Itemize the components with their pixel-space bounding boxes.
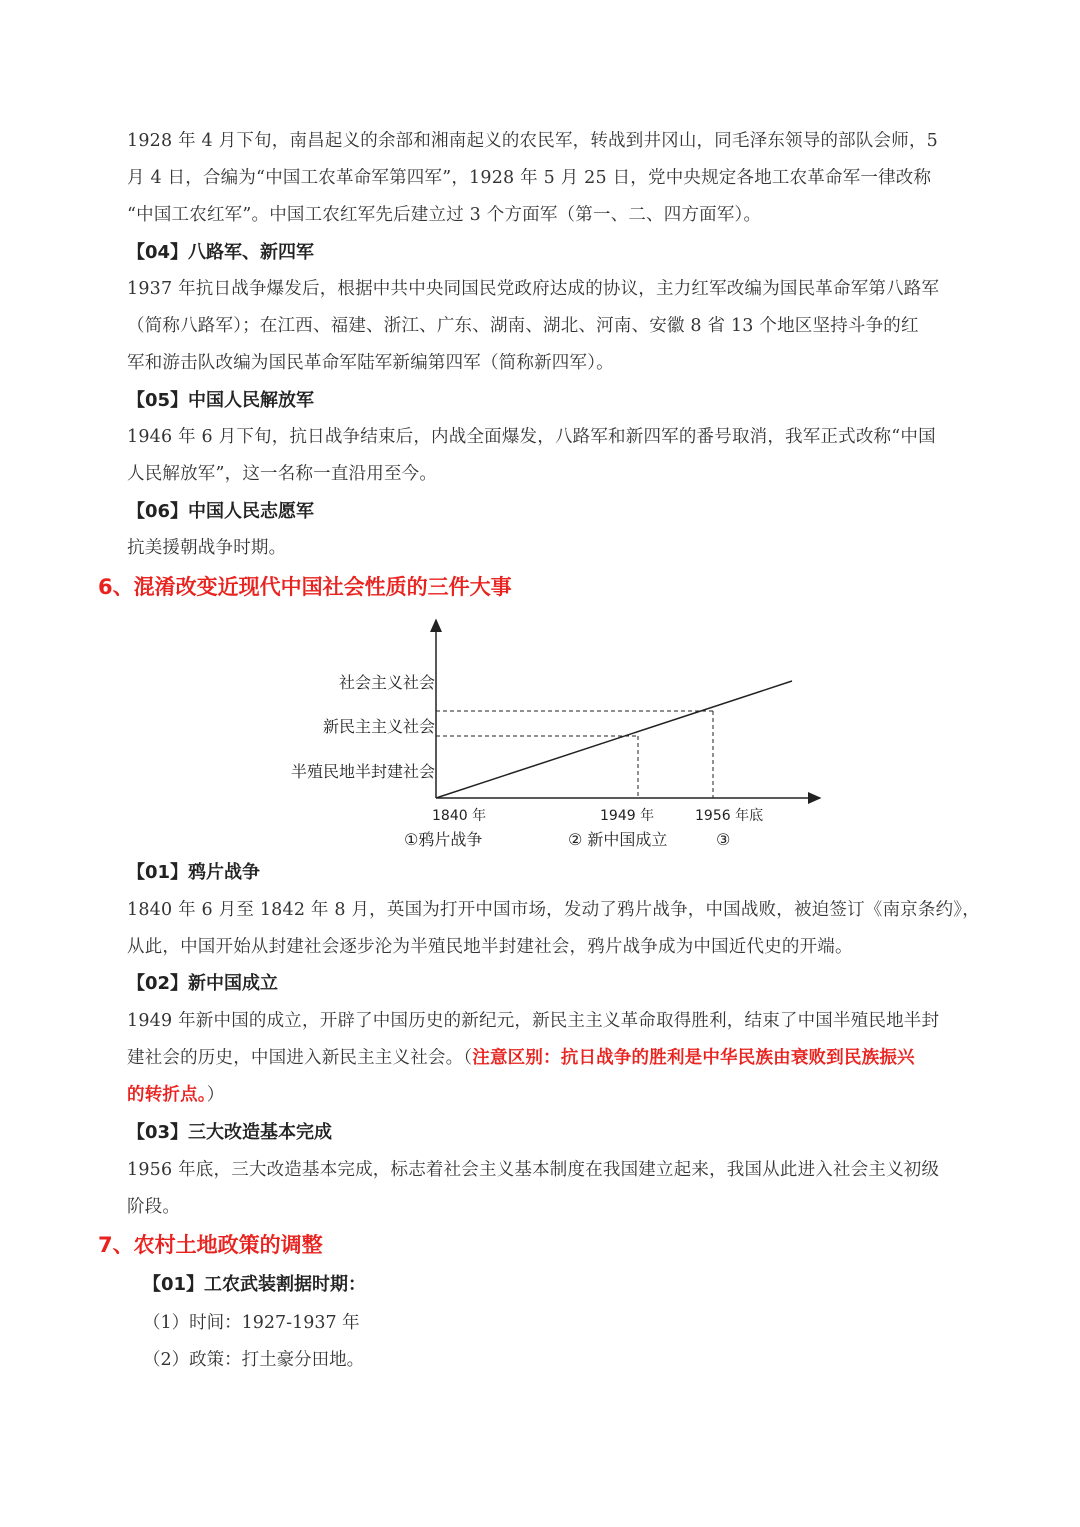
text-line: 1937 年抗日战争爆发后，根据中共中央同国民党政府达成的协议，主力红军改编为国民革命军第八路军 [127, 279, 940, 299]
paragraph-s6-02 [127, 1003, 985, 1114]
trend-line [436, 681, 792, 798]
x-label-1956: 1956 年底 [695, 808, 764, 824]
event-label-third: ③ [716, 830, 731, 849]
text-line: 1840 年 6 月至 1842 年 8 月，英国为打开中国市场，发动了鸦片战争，中国战败，被迫签订《南京条约》， [127, 900, 980, 920]
text-line [127, 1040, 985, 1077]
subheading-s6-03: 【03】三大改造基本完成 [127, 1122, 333, 1143]
paragraph-04 [127, 271, 985, 382]
text-line: 1928 年 4 月下旬，南昌起义的余部和湘南起义的农民军，转战到井冈山，同毛泽东领导的部队会师，5 [127, 131, 938, 151]
event-label-new-china: ② 新中国成立 [568, 830, 668, 849]
event-label-opium-war: ①鸦片战争 [404, 830, 483, 849]
text-line: 1956 年底，三大改造基本完成，标志着社会主义基本制度在我国建立起来，我国从此进入社会主义初级 [127, 1160, 940, 1180]
subheading-s7-01: 【01】工农武装割据时期： [143, 1274, 367, 1295]
paragraph-06 [127, 530, 985, 567]
text-line: 月 4 日，合编为“中国工农革命军第四军”，1928 年 5 月 25 日，党中央规定各地工农革命军一律改称 [127, 168, 932, 188]
paragraph-05 [127, 419, 985, 493]
text-line: “中国工农红军”。中国工农红军先后建立过 3 个方面军（第一、二、四方面军）。 [127, 205, 762, 225]
text-line: 1946 年 6 月下旬，抗日战争结束后，内战全面爆发，八路军和新四军的番号取消，我军正式改称“中国 [127, 427, 936, 447]
text-line: 阶段。 [127, 1197, 181, 1217]
section-6-heading: 6、混淆改变近现代中国社会性质的三件大事 [98, 575, 512, 599]
paragraph-s6-03 [127, 1152, 985, 1226]
x-label-1840: 1840 年 [432, 808, 487, 824]
y-label-new-democratic: 新民主主义社会 [322, 717, 435, 736]
note-text: 注意区别：抗日战争的胜利是中华民族由衰败到民族振兴 [472, 1048, 915, 1068]
subheading-s6-01: 【01】鸦片战争 [127, 862, 261, 883]
subheading-06: 【06】中国人民志愿军 [127, 501, 315, 522]
y-label-socialist: 社会主义社会 [338, 673, 435, 692]
text-line [127, 1077, 985, 1114]
x-label-1949: 1949 年 [600, 808, 655, 824]
y-label-semi-colonial: 半殖民地半封建社会 [290, 762, 435, 781]
list-item: （1）时间：1927-1937 年 [143, 1313, 360, 1333]
paragraph-red-army [127, 123, 985, 234]
text-line: （简称八路军）；在江西、福建、浙江、广东、湖南、湖北、河南、安徽 8 省 13 个地区坚持斗争的红 [127, 316, 919, 336]
paragraph-s6-01 [127, 892, 985, 966]
subheading-s6-02: 【02】新中国成立 [127, 973, 279, 994]
society-nature-chart [280, 612, 840, 862]
text-line: 人民解放军”，这一名称一直沿用至今。 [127, 464, 438, 484]
note-text: 的转折点。 [127, 1085, 207, 1105]
text-line: 抗美援朝战争时期。 [127, 538, 287, 558]
plain-text: 建社会的历史，中国进入新民主主义社会。（ [127, 1048, 473, 1068]
subheading-05: 【05】中国人民解放军 [127, 390, 315, 411]
section-7-heading: 7、农村土地政策的调整 [98, 1233, 323, 1257]
text-line: 从此，中国开始从封建社会逐步沦为半殖民地半封建社会，鸦片战争成为中国近代史的开端。 [127, 937, 853, 957]
text-line: 1949 年新中国的成立，开辟了中国历史的新纪元，新民主主义革命取得胜利，结束了中国半殖民地半封 [127, 1011, 940, 1031]
plain-text: ） [206, 1085, 225, 1105]
list-item: （2）政策：打土豪分田地。 [143, 1350, 365, 1370]
text-line: 军和游击队改编为国民革命军陆军新编第四军（简称新四军）。 [127, 353, 614, 373]
subheading-04: 【04】八路军、新四军 [127, 242, 315, 263]
